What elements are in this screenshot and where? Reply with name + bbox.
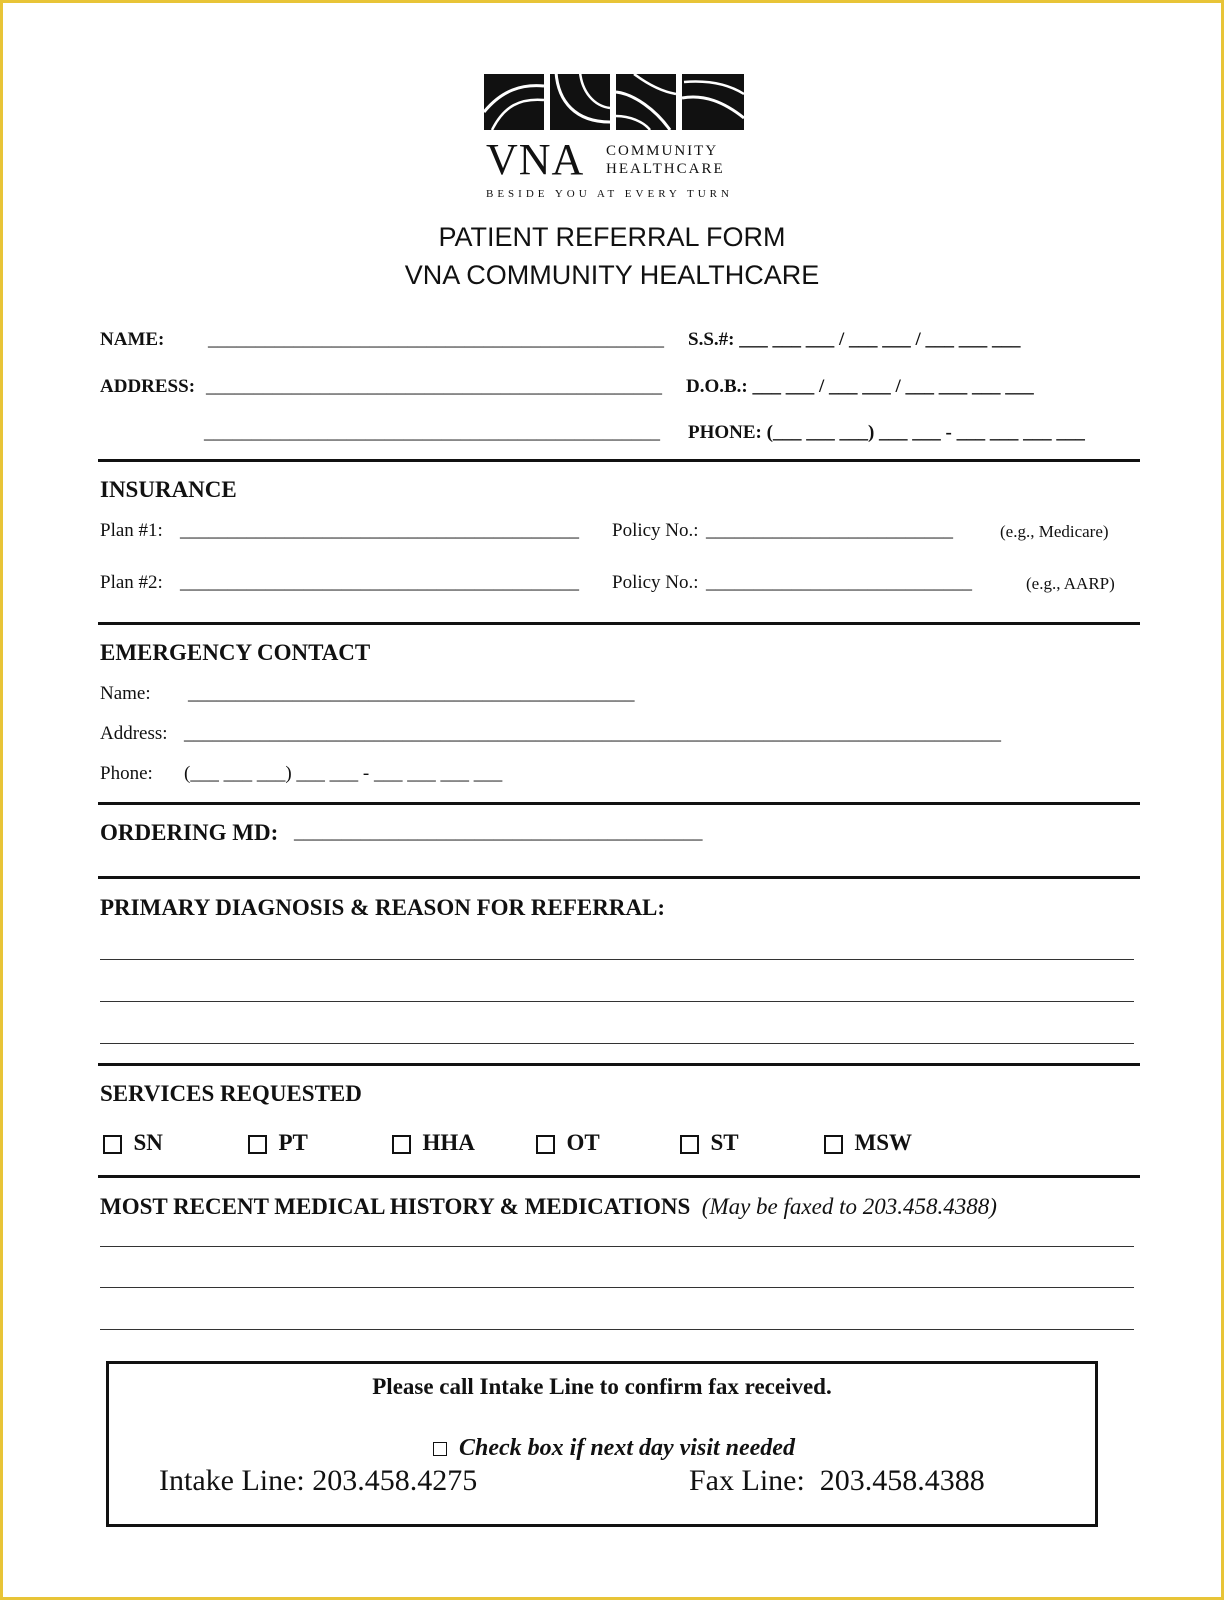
name-field[interactable]: ________________________________________________	[208, 329, 664, 350]
divider	[98, 622, 1140, 625]
history-note: (May be faxed to 203.458.4388)	[701, 1194, 997, 1219]
service-option-sn[interactable]: SN	[103, 1130, 163, 1156]
logo-initials: VNA	[486, 135, 585, 184]
dob-field[interactable]: D.O.B.: ___ ___ / ___ ___ / ___ ___ ___ ___	[686, 376, 1034, 397]
checkbox-icon[interactable]	[680, 1135, 699, 1154]
ssn-field[interactable]: S.S.#: ___ ___ ___ / ___ ___ / ___ ___ ___	[688, 329, 1021, 350]
intake-line: Intake Line: 203.458.4275	[159, 1464, 478, 1497]
plan2-field[interactable]: __________________________________________	[180, 572, 579, 593]
next-day-text: Check box if next day visit needed	[459, 1435, 795, 1461]
checkbox-icon[interactable]	[103, 1135, 122, 1154]
emergency-phone-label: Phone:	[100, 763, 153, 784]
address-field[interactable]: ________________________________________________	[206, 376, 662, 397]
checkbox-icon[interactable]	[536, 1135, 555, 1154]
phone-field[interactable]: PHONE: (___ ___ ___) ___ ___ - ___ ___ ___ ___	[688, 422, 1085, 443]
plan2-label: Plan #2:	[100, 572, 163, 593]
emergency-name-label: Name:	[100, 683, 151, 704]
logo-tagline: BESIDE YOU AT EVERY TURN	[486, 188, 733, 200]
emergency-phone-field[interactable]: (___ ___ ___) ___ ___ - ___ ___ ___ ___	[184, 763, 503, 784]
ordering-md-field[interactable]: ___________________________________________	[294, 822, 703, 843]
emergency-name-field[interactable]: _______________________________________________	[188, 683, 635, 704]
policy2-label: Policy No.:	[612, 572, 699, 593]
next-day-checkbox[interactable]	[433, 1442, 447, 1456]
checkbox-icon[interactable]	[392, 1135, 411, 1154]
history-line[interactable]	[100, 1246, 1134, 1247]
logo-line1: COMMUNITY	[606, 143, 719, 159]
footer-box	[106, 1361, 1098, 1527]
diagnosis-heading: PRIMARY DIAGNOSIS & REASON FOR REFERRAL:	[100, 895, 666, 920]
address2-field[interactable]: ________________________________________________	[204, 422, 660, 443]
policy2-field[interactable]: ____________________________	[706, 572, 972, 593]
service-option-ot[interactable]: OT	[536, 1130, 600, 1156]
history-line[interactable]	[100, 1287, 1134, 1288]
policy1-field[interactable]: __________________________	[706, 520, 953, 541]
address-label: ADDRESS:	[100, 376, 196, 397]
policy2-hint: (e.g., AARP)	[1026, 574, 1115, 593]
checkbox-icon[interactable]	[248, 1135, 267, 1154]
emergency-address-label: Address:	[100, 723, 168, 744]
logo-line2: HEALTHCARE	[606, 161, 725, 177]
divider	[98, 876, 1140, 879]
insurance-heading: INSURANCE	[100, 477, 237, 502]
ordering-md-label: ORDERING MD:	[100, 820, 279, 845]
fax-line: Fax Line: 203.458.4388	[689, 1464, 985, 1497]
service-option-hha[interactable]: HHA	[392, 1130, 475, 1156]
form-subtitle: VNA COMMUNITY HEALTHCARE	[404, 260, 820, 290]
divider	[98, 1175, 1140, 1178]
history-heading-row	[100, 1194, 997, 1220]
emergency-address-field[interactable]: ______________________________________________________________________________________	[184, 723, 1001, 744]
name-label: NAME:	[100, 329, 165, 350]
divider	[98, 1063, 1140, 1066]
divider	[98, 459, 1140, 462]
divider	[98, 802, 1140, 805]
service-option-st[interactable]: ST	[680, 1130, 739, 1156]
services-heading: SERVICES REQUESTED	[100, 1081, 362, 1106]
diagnosis-line[interactable]	[100, 1043, 1134, 1044]
policy1-label: Policy No.:	[612, 520, 699, 541]
diagnosis-line[interactable]	[100, 959, 1134, 960]
form-title: PATIENT REFERRAL FORM	[438, 222, 786, 252]
checkbox-icon[interactable]	[824, 1135, 843, 1154]
history-line[interactable]	[100, 1329, 1134, 1330]
diagnosis-line[interactable]	[100, 1001, 1134, 1002]
history-heading: MOST RECENT MEDICAL HISTORY & MEDICATIONS	[100, 1194, 691, 1219]
logo-mark	[484, 72, 746, 134]
service-option-pt[interactable]: PT	[248, 1130, 308, 1156]
emergency-heading: EMERGENCY CONTACT	[100, 640, 371, 665]
confirm-text: Please call Intake Line to confirm fax received.	[372, 1374, 832, 1399]
logo	[484, 72, 746, 202]
plan1-field[interactable]: __________________________________________	[180, 520, 579, 541]
service-option-msw[interactable]: MSW	[824, 1130, 912, 1156]
policy1-hint: (e.g., Medicare)	[1000, 522, 1109, 541]
plan1-label: Plan #1:	[100, 520, 163, 541]
